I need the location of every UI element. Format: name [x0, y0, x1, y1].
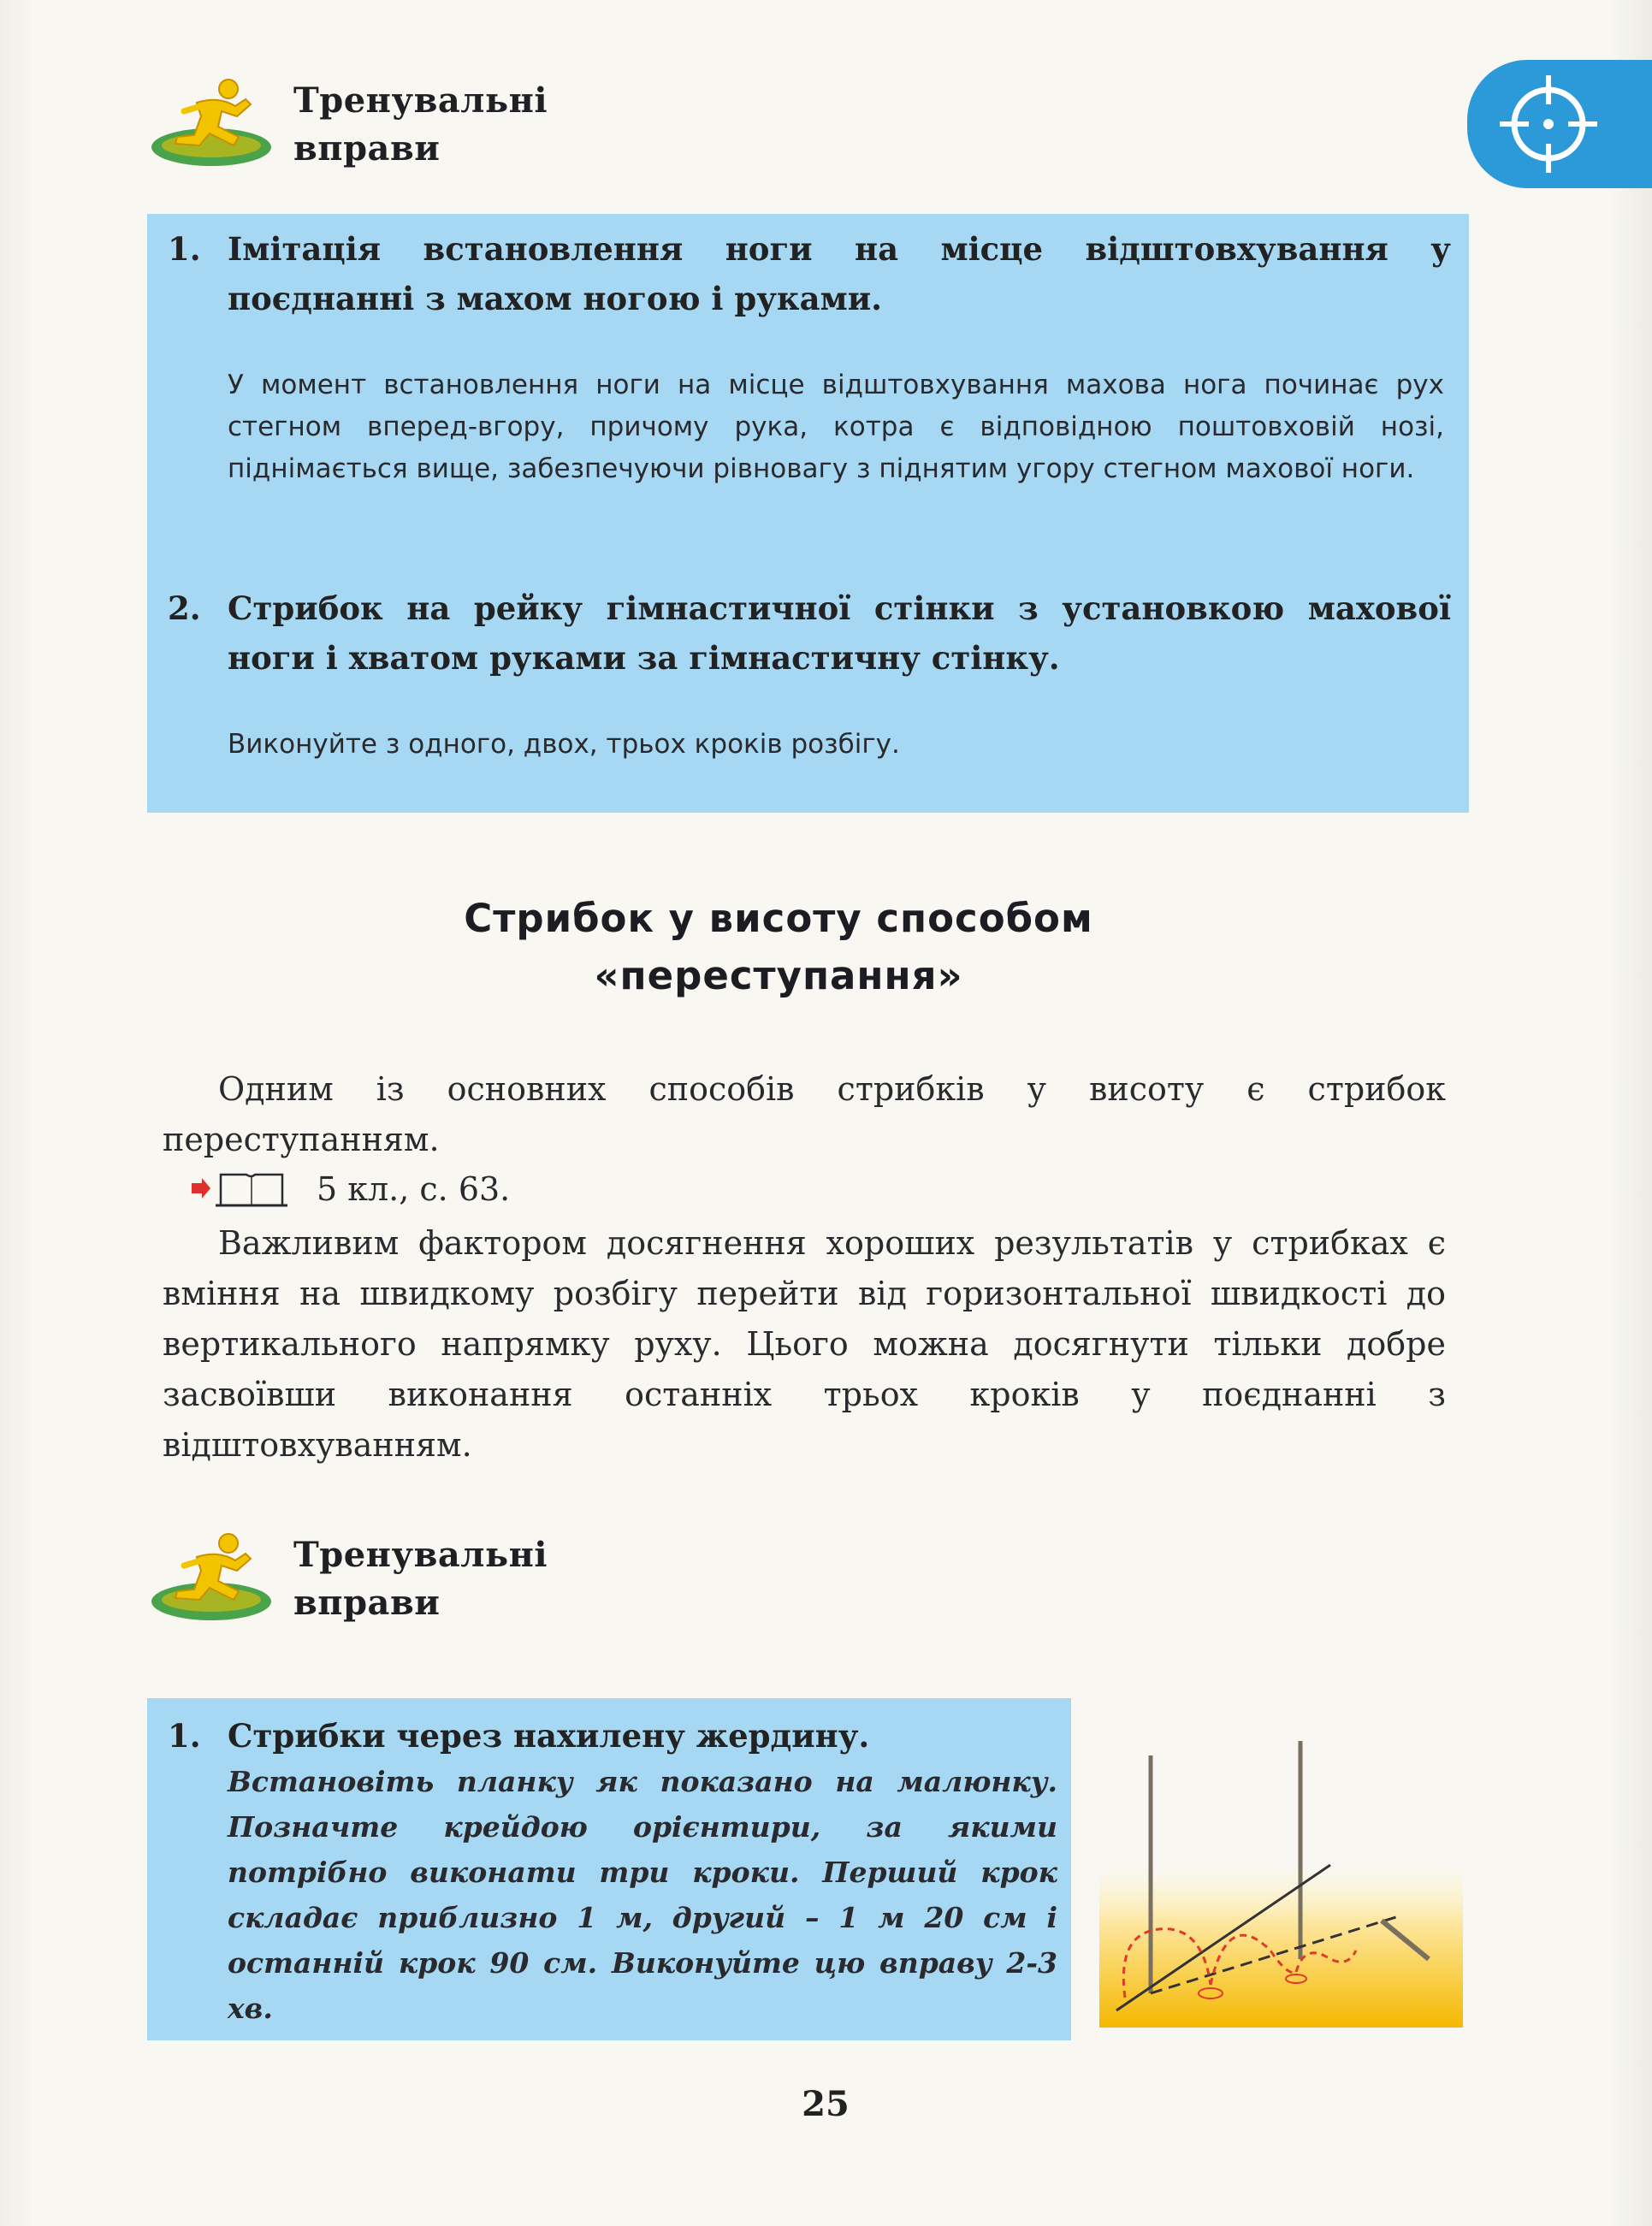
section-heading-line2: вправи [293, 128, 441, 169]
section-header-2 [150, 1531, 548, 1627]
main-title-line2: «переступання» [594, 953, 963, 998]
exercise-1-number: 1. [168, 230, 201, 268]
exercise-1-title-text: Імітація встановлення ноги на місце відштовхування у поєднанні з махом ногою і руками. [228, 230, 1451, 317]
page-number: 25 [802, 2084, 850, 2124]
high-jump-bar-illustration [1082, 1737, 1463, 2028]
runner-icon [150, 1531, 278, 1625]
book-arrow-icon [190, 1168, 291, 1211]
paragraph-2: Важливим фактором досягнення хороших результатів у стрибках є вміння на швидкому розбігу перейти від горизонтальної швидкості до вертикального напрямку руху. Цього можна досягнути тільки добре засвоївши виконання останніх трьох кроків у поєднанні з відштовхуванням. [163, 1224, 1446, 1464]
runner-icon [150, 77, 278, 171]
section-header-1 [150, 77, 548, 173]
section-heading-line1: Тренувальні [293, 80, 548, 121]
paragraph-1: Одним із основних способів стрибків у висоту є стрибок переступанням. [163, 1070, 1446, 1158]
target-tab [1467, 60, 1652, 188]
exercise-2-description: Виконуйте з одного, двох, трьох кроків розбігу. [228, 729, 900, 760]
exercise-bottom-description: Встановіть планку як показано на малюнку. Позначте крейдою орієнтири, за якими потрібно виконати три кроки. Перший крок складає приблизно 1 м, другий – 1 м 20 см і останній крок 90 см. Виконуйте цю вправу 2-3 хв. [228, 1765, 1057, 2025]
exercise-2-title-text: Стрибок на рейку гімнастичної стінки з установкою махової ноги і хватом руками за гімнастичну стінку. [228, 589, 1451, 677]
exercise-1-description: У момент встановлення ноги на місце відштовхування махова нога починає рух стегном вперед-вгору, причому рука, котра є відповідною поштовховій нозі, піднімається вище, забезпечуючи рівновагу з піднятим угору стегном махової ноги. [228, 370, 1444, 484]
exercise-bottom-number: 1. [168, 1717, 201, 1755]
exercise-bottom-title-text: Стрибки через нахилену жердину. [228, 1717, 870, 1755]
section-heading-line2: вправи [293, 1583, 441, 1623]
crosshair-target-icon [1484, 60, 1613, 188]
main-title [257, 890, 1300, 1004]
section-heading-line1: Тренувальні [293, 1535, 548, 1575]
exercise-2-number: 2. [168, 589, 201, 627]
reference-text: 5 кл., с. 63. [317, 1170, 511, 1208]
reference [190, 1163, 510, 1215]
main-title-line1: Стрибок у висоту способом [464, 896, 1093, 941]
